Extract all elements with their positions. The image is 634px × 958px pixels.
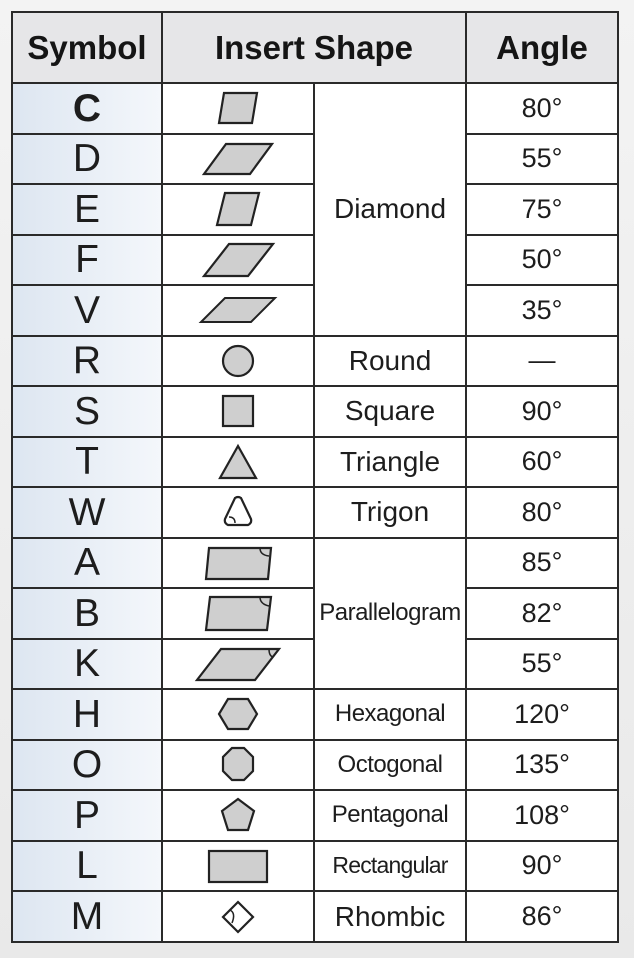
shape-cell <box>162 83 314 134</box>
symbol-cell: C <box>12 83 162 134</box>
symbol-cell: F <box>12 235 162 286</box>
rhombic-icon <box>218 897 258 937</box>
symbol-cell: L <box>12 841 162 892</box>
shape-name-cell: Parallelogram <box>314 538 466 690</box>
shape-cell <box>162 437 314 488</box>
angle-cell: 75° <box>466 184 618 235</box>
table-row <box>12 891 618 942</box>
rectangle-icon <box>205 846 271 886</box>
shape-cell <box>162 538 314 589</box>
symbol-cell: O <box>12 740 162 791</box>
shape-name-cell: Trigon <box>314 487 466 538</box>
table-row <box>12 841 618 892</box>
parallelogram-82-icon <box>200 593 276 633</box>
symbol-cell: D <box>12 134 162 185</box>
table-row <box>12 336 618 387</box>
angle-cell: 120° <box>466 689 618 740</box>
parallelogram-diamond-75-icon <box>206 190 270 228</box>
parallelogram-diamond-50-icon <box>198 241 278 279</box>
table-row <box>12 83 618 134</box>
shape-cell <box>162 487 314 538</box>
symbol-header: Symbol <box>12 12 162 83</box>
symbol-cell: K <box>12 639 162 690</box>
shape-cell <box>162 891 314 942</box>
shape-cell <box>162 184 314 235</box>
circle-icon <box>218 341 258 381</box>
table-row <box>12 689 618 740</box>
shape-cell <box>162 386 314 437</box>
table-row <box>12 790 618 841</box>
triangle-icon <box>216 442 260 482</box>
angle-cell: 35° <box>466 285 618 336</box>
angle-cell: 90° <box>466 841 618 892</box>
shape-cell <box>162 235 314 286</box>
shape-name-cell: Pentagonal <box>314 790 466 841</box>
shape-name-cell: Rhombic <box>314 891 466 942</box>
angle-cell: 135° <box>466 740 618 791</box>
shape-name-cell: Square <box>314 386 466 437</box>
symbol-cell: W <box>12 487 162 538</box>
shape-name-cell: Triangle <box>314 437 466 488</box>
parallelogram-diamond-80-icon <box>208 90 268 126</box>
shape-cell <box>162 639 314 690</box>
angle-cell: 80° <box>466 83 618 134</box>
parallelogram-55-icon <box>193 644 283 684</box>
parallelogram-diamond-35-icon <box>195 294 281 326</box>
table-row <box>12 487 618 538</box>
symbol-cell: E <box>12 184 162 235</box>
hexagon-icon <box>215 694 261 734</box>
symbol-cell: P <box>12 790 162 841</box>
shape-cell <box>162 336 314 387</box>
shape-name-cell: Hexagonal <box>314 689 466 740</box>
angle-cell: 80° <box>466 487 618 538</box>
shape-name-cell: Rectangular <box>314 841 466 892</box>
symbol-cell: H <box>12 689 162 740</box>
table-header-row <box>12 12 618 83</box>
angle-cell: 90° <box>466 386 618 437</box>
shape-cell <box>162 285 314 336</box>
shape-name-cell: Octogonal <box>314 740 466 791</box>
symbol-cell: S <box>12 386 162 437</box>
pentagon-icon <box>217 795 259 835</box>
table-row <box>12 740 618 791</box>
table-row <box>12 437 618 488</box>
symbol-cell: B <box>12 588 162 639</box>
shape-cell <box>162 689 314 740</box>
angle-cell: 55° <box>466 134 618 185</box>
symbol-cell: A <box>12 538 162 589</box>
square-icon <box>218 391 258 431</box>
angle-cell: 60° <box>466 437 618 488</box>
symbol-cell: T <box>12 437 162 488</box>
table-row <box>12 386 618 437</box>
angle-cell: 55° <box>466 639 618 690</box>
symbol-cell: R <box>12 336 162 387</box>
parallelogram-diamond-55-icon <box>198 140 278 178</box>
symbol-cell: V <box>12 285 162 336</box>
shape-name-cell: Round <box>314 336 466 387</box>
octagon-icon <box>217 744 259 786</box>
trigon-icon <box>218 492 258 532</box>
shape-cell <box>162 841 314 892</box>
angle-cell: 85° <box>466 538 618 589</box>
angle-cell: 82° <box>466 588 618 639</box>
shape-cell <box>162 790 314 841</box>
angle-header: Angle <box>466 12 618 83</box>
angle-cell: 86° <box>466 891 618 942</box>
shape-cell <box>162 588 314 639</box>
symbol-cell: M <box>12 891 162 942</box>
insert-shape-table <box>11 11 619 943</box>
angle-cell: 50° <box>466 235 618 286</box>
table-row <box>12 538 618 589</box>
angle-cell: 108° <box>466 790 618 841</box>
shape-cell <box>162 740 314 791</box>
shape-cell <box>162 134 314 185</box>
shape-name-cell: Diamond <box>314 83 466 336</box>
insert-shape-header: Insert Shape <box>162 12 466 83</box>
angle-cell: — <box>466 336 618 387</box>
parallelogram-85-icon <box>200 543 276 583</box>
